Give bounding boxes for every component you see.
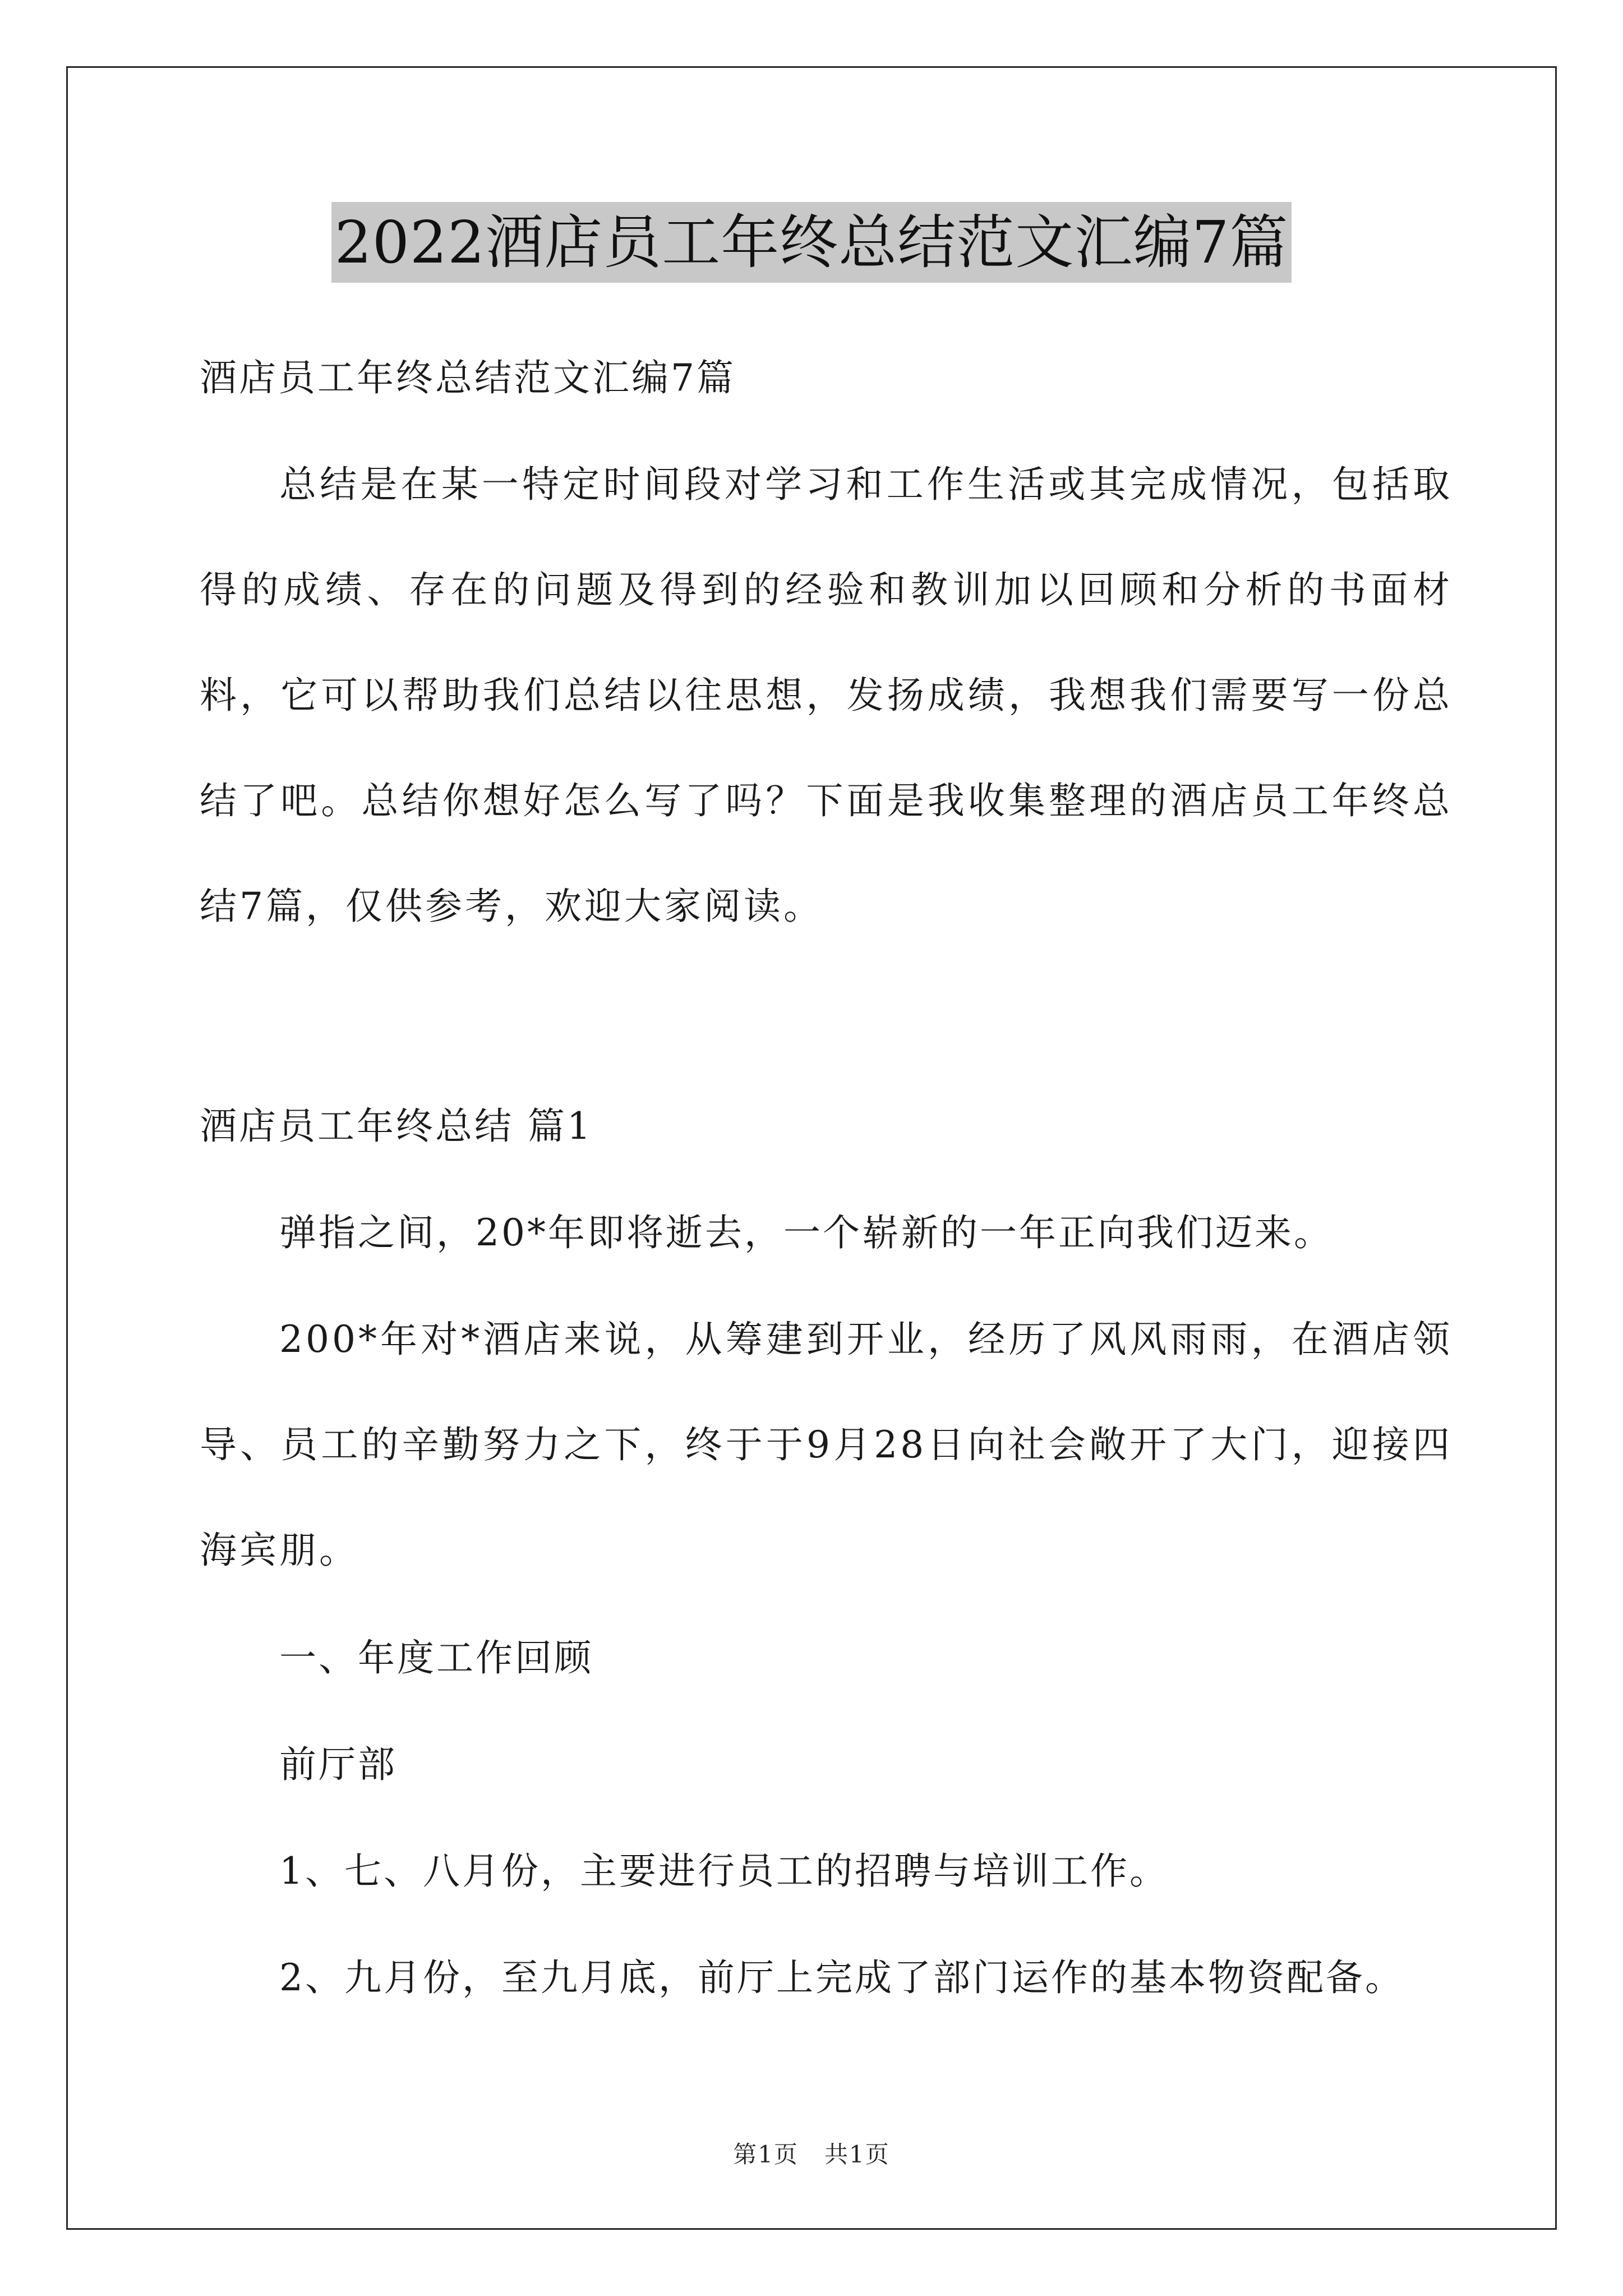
paragraph-1: 弹指之间，20*年即将逝去，一个崭新的一年正向我们迈来。 bbox=[279, 1211, 1333, 1254]
list-item-2: 2、九月份，至九月底，前厅上完成了部门运作的基本物资配备。 bbox=[279, 1956, 1404, 1999]
document-subtitle: 酒店员工年终总结范文汇编7篇 bbox=[200, 356, 736, 399]
paragraph-2: 200*年对*酒店来说，从筹建到开业，经历了风风雨雨，在酒店领导、员工的辛勤努力之下，终于于9月28日向社会敞开了大门，迎接四海宾朋。 bbox=[200, 1318, 1453, 1572]
intro-paragraph: 总结是在某一特定时间段对学习和工作生活或其完成情况，包括取得的成绩、存在的问题及得到的经验和教训加以回顾和分析的书面材料，它可以帮助我们总结以往思想，发扬成绩，我想我们需要写一份总结了吧。总结你想好怎么写了吗？下面是我收集整理的酒店员工年终总结7篇，仅供参考，欢迎大家阅读。 bbox=[200, 463, 1453, 928]
title-area bbox=[0, 202, 1623, 283]
document-title: 2022酒店员工年终总结范文汇编7篇 bbox=[331, 202, 1292, 283]
page-number-total: 共1页 bbox=[824, 2141, 890, 2168]
paragraph-heading-review: 一、年度工作回顾 bbox=[279, 1636, 593, 1680]
section-heading: 酒店员工年终总结 篇1 bbox=[200, 1105, 593, 1148]
page-number-current: 第1页 bbox=[733, 2141, 799, 2168]
paragraph-front-office: 前厅部 bbox=[279, 1743, 397, 1786]
page-footer bbox=[0, 2136, 1623, 2170]
list-item-1: 1、七、八月份，主要进行员工的招聘与培训工作。 bbox=[279, 1849, 1169, 1893]
